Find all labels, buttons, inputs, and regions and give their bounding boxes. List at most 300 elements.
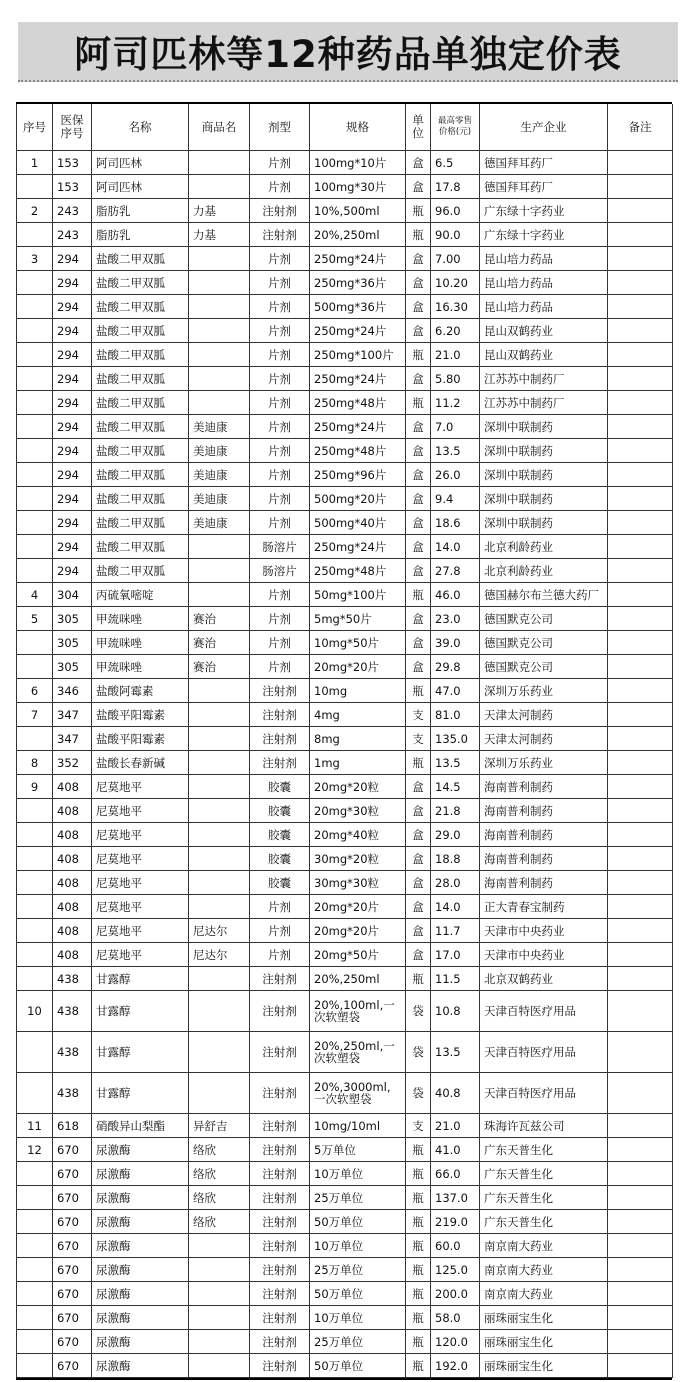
cell-brand: 异舒吉 <box>189 1114 250 1138</box>
cell-manufacturer: 深圳中联制药 <box>480 511 608 535</box>
cell-insurance-seq: 294 <box>53 319 92 343</box>
cell-note <box>608 775 673 799</box>
cell-insurance-seq: 408 <box>53 775 92 799</box>
cell-price: 60.0 <box>431 1234 480 1258</box>
cell-unit: 袋 <box>406 1032 431 1073</box>
cell-insurance-seq: 243 <box>53 223 92 247</box>
cell-manufacturer: 江苏苏中制药厂 <box>480 391 608 415</box>
table-row <box>17 415 673 439</box>
table-row <box>17 727 673 751</box>
cell-brand <box>189 1073 250 1114</box>
cell-manufacturer: 广东天普生化 <box>480 1210 608 1234</box>
cell-name: 盐酸二甲双胍 <box>92 559 189 583</box>
cell-seq <box>17 319 53 343</box>
cell-spec: 10万单位 <box>310 1234 406 1258</box>
cell-insurance-seq: 670 <box>53 1162 92 1186</box>
cell-dosage-form: 注射剂 <box>250 679 310 703</box>
cell-spec: 250mg*100片 <box>310 343 406 367</box>
cell-manufacturer: 昆山双鹤药业 <box>480 319 608 343</box>
cell-unit: 盒 <box>406 175 431 199</box>
cell-brand <box>189 1354 250 1378</box>
cell-price: 47.0 <box>431 679 480 703</box>
cell-unit: 盒 <box>406 895 431 919</box>
cell-insurance-seq: 438 <box>53 1073 92 1114</box>
cell-insurance-seq: 294 <box>53 463 92 487</box>
cell-dosage-form: 肠溶片 <box>250 559 310 583</box>
cell-seq <box>17 559 53 583</box>
cell-dosage-form: 片剂 <box>250 151 310 175</box>
cell-price: 135.0 <box>431 727 480 751</box>
cell-unit: 盒 <box>406 487 431 511</box>
cell-insurance-seq: 438 <box>53 991 92 1032</box>
cell-note <box>608 511 673 535</box>
cell-name: 盐酸二甲双胍 <box>92 343 189 367</box>
cell-insurance-seq: 294 <box>53 247 92 271</box>
cell-note <box>608 1210 673 1234</box>
cell-seq: 7 <box>17 703 53 727</box>
cell-manufacturer: 深圳中联制药 <box>480 439 608 463</box>
table-row <box>17 487 673 511</box>
cell-manufacturer: 海南普利制药 <box>480 799 608 823</box>
cell-dosage-form: 片剂 <box>250 631 310 655</box>
cell-brand <box>189 703 250 727</box>
cell-manufacturer: 德国默克公司 <box>480 631 608 655</box>
cell-price: 13.5 <box>431 439 480 463</box>
cell-price: 23.0 <box>431 607 480 631</box>
cell-name: 尿激酶 <box>92 1330 189 1354</box>
cell-name: 脂肪乳 <box>92 199 189 223</box>
table-row <box>17 223 673 247</box>
table-row <box>17 1162 673 1186</box>
cell-seq <box>17 223 53 247</box>
cell-unit: 瓶 <box>406 199 431 223</box>
table-row <box>17 703 673 727</box>
cell-insurance-seq: 670 <box>53 1210 92 1234</box>
cell-spec: 250mg*36片 <box>310 271 406 295</box>
cell-note <box>608 535 673 559</box>
table-row <box>17 247 673 271</box>
cell-brand <box>189 175 250 199</box>
cell-unit: 瓶 <box>406 223 431 247</box>
cell-note <box>608 1162 673 1186</box>
cell-insurance-seq: 304 <box>53 583 92 607</box>
table-row <box>17 823 673 847</box>
cell-price: 96.0 <box>431 199 480 223</box>
cell-dosage-form: 片剂 <box>250 343 310 367</box>
cell-manufacturer: 德国拜耳药厂 <box>480 151 608 175</box>
header-note: 备注 <box>608 104 673 151</box>
cell-name: 盐酸二甲双胍 <box>92 391 189 415</box>
cell-name: 硝酸异山梨酯 <box>92 1114 189 1138</box>
cell-name: 甲巯咪唑 <box>92 631 189 655</box>
cell-unit: 瓶 <box>406 967 431 991</box>
cell-spec: 25万单位 <box>310 1330 406 1354</box>
cell-manufacturer: 昆山培力药品 <box>480 247 608 271</box>
cell-spec: 30mg*20粒 <box>310 847 406 871</box>
cell-unit: 瓶 <box>406 391 431 415</box>
cell-price: 7.00 <box>431 247 480 271</box>
cell-brand <box>189 727 250 751</box>
cell-unit: 盒 <box>406 439 431 463</box>
cell-seq: 5 <box>17 607 53 631</box>
cell-note <box>608 1114 673 1138</box>
cell-insurance-seq: 305 <box>53 655 92 679</box>
cell-note <box>608 607 673 631</box>
cell-price: 29.8 <box>431 655 480 679</box>
cell-note <box>608 583 673 607</box>
cell-unit: 盒 <box>406 871 431 895</box>
cell-brand <box>189 271 250 295</box>
table-row <box>17 1234 673 1258</box>
cell-unit: 瓶 <box>406 1306 431 1330</box>
cell-unit: 盒 <box>406 631 431 655</box>
cell-seq <box>17 1210 53 1234</box>
cell-brand <box>189 991 250 1032</box>
cell-seq: 11 <box>17 1114 53 1138</box>
cell-price: 41.0 <box>431 1138 480 1162</box>
cell-price: 28.0 <box>431 871 480 895</box>
cell-price: 17.8 <box>431 175 480 199</box>
cell-spec: 25万单位 <box>310 1258 406 1282</box>
cell-note <box>608 1073 673 1114</box>
table-row <box>17 175 673 199</box>
cell-spec: 50mg*100片 <box>310 583 406 607</box>
cell-dosage-form: 片剂 <box>250 295 310 319</box>
cell-seq <box>17 463 53 487</box>
cell-manufacturer: 德国默克公司 <box>480 655 608 679</box>
table-row <box>17 463 673 487</box>
table-row <box>17 871 673 895</box>
cell-brand <box>189 1032 250 1073</box>
table-row <box>17 1306 673 1330</box>
table-row <box>17 751 673 775</box>
cell-dosage-form: 片剂 <box>250 607 310 631</box>
cell-spec: 20mg*30粒 <box>310 799 406 823</box>
cell-spec: 20%,100ml,一次软塑袋 <box>310 991 406 1032</box>
cell-unit: 盒 <box>406 247 431 271</box>
cell-name: 尼莫地平 <box>92 847 189 871</box>
cell-unit: 瓶 <box>406 1138 431 1162</box>
cell-insurance-seq: 243 <box>53 199 92 223</box>
cell-manufacturer: 广东天普生化 <box>480 1162 608 1186</box>
cell-name: 丙硫氧嘧啶 <box>92 583 189 607</box>
cell-price: 21.8 <box>431 799 480 823</box>
cell-dosage-form: 注射剂 <box>250 1354 310 1378</box>
cell-unit: 盒 <box>406 463 431 487</box>
cell-note <box>608 559 673 583</box>
cell-unit: 袋 <box>406 1073 431 1114</box>
cell-insurance-seq: 408 <box>53 871 92 895</box>
cell-insurance-seq: 408 <box>53 895 92 919</box>
table-row <box>17 271 673 295</box>
cell-note <box>608 1032 673 1073</box>
cell-manufacturer: 天津百特医疗用品 <box>480 991 608 1032</box>
header-spec: 规格 <box>310 104 406 151</box>
table-row <box>17 511 673 535</box>
cell-note <box>608 319 673 343</box>
cell-brand <box>189 895 250 919</box>
table-row <box>17 1073 673 1114</box>
cell-brand: 赛治 <box>189 631 250 655</box>
cell-note <box>608 727 673 751</box>
cell-insurance-seq: 347 <box>53 727 92 751</box>
cell-name: 尿激酶 <box>92 1282 189 1306</box>
cell-unit: 支 <box>406 703 431 727</box>
cell-name: 尼莫地平 <box>92 895 189 919</box>
cell-manufacturer: 南京南大药业 <box>480 1258 608 1282</box>
table-row <box>17 1282 673 1306</box>
cell-unit: 支 <box>406 727 431 751</box>
cell-manufacturer: 天津太河制药 <box>480 703 608 727</box>
cell-note <box>608 271 673 295</box>
price-table-wrapper <box>16 102 672 1380</box>
cell-insurance-seq: 408 <box>53 919 92 943</box>
cell-note <box>608 175 673 199</box>
table-row <box>17 1330 673 1354</box>
cell-manufacturer: 正大青春宝制药 <box>480 895 608 919</box>
cell-note <box>608 295 673 319</box>
cell-spec: 250mg*24片 <box>310 247 406 271</box>
cell-note <box>608 1234 673 1258</box>
cell-insurance-seq: 153 <box>53 175 92 199</box>
cell-seq <box>17 343 53 367</box>
cell-spec: 5mg*50片 <box>310 607 406 631</box>
cell-brand <box>189 679 250 703</box>
cell-price: 5.80 <box>431 367 480 391</box>
cell-seq <box>17 367 53 391</box>
cell-seq <box>17 1186 53 1210</box>
cell-brand <box>189 1282 250 1306</box>
cell-brand <box>189 535 250 559</box>
cell-name: 尿激酶 <box>92 1162 189 1186</box>
cell-seq <box>17 895 53 919</box>
cell-dosage-form: 注射剂 <box>250 1073 310 1114</box>
cell-seq <box>17 631 53 655</box>
cell-price: 125.0 <box>431 1258 480 1282</box>
cell-manufacturer: 天津太河制药 <box>480 727 608 751</box>
header-dosage-form: 剂型 <box>250 104 310 151</box>
cell-dosage-form: 片剂 <box>250 583 310 607</box>
table-row <box>17 1354 673 1378</box>
cell-spec: 100mg*30片 <box>310 175 406 199</box>
cell-dosage-form: 注射剂 <box>250 967 310 991</box>
cell-manufacturer: 北京利龄药业 <box>480 535 608 559</box>
cell-note <box>608 991 673 1032</box>
cell-name: 盐酸二甲双胍 <box>92 247 189 271</box>
cell-seq <box>17 847 53 871</box>
page-title: 阿司匹林等12种药品单独定价表 <box>74 33 622 76</box>
cell-spec: 100mg*10片 <box>310 151 406 175</box>
cell-insurance-seq: 294 <box>53 391 92 415</box>
cell-name: 阿司匹林 <box>92 151 189 175</box>
cell-manufacturer: 德国拜耳药厂 <box>480 175 608 199</box>
cell-seq <box>17 871 53 895</box>
cell-insurance-seq: 294 <box>53 343 92 367</box>
cell-price: 13.5 <box>431 1032 480 1073</box>
cell-unit: 盒 <box>406 559 431 583</box>
cell-brand <box>189 847 250 871</box>
cell-price: 11.5 <box>431 967 480 991</box>
cell-manufacturer: 深圳中联制药 <box>480 487 608 511</box>
cell-dosage-form: 片剂 <box>250 175 310 199</box>
cell-seq <box>17 727 53 751</box>
cell-dosage-form: 胶囊 <box>250 799 310 823</box>
cell-price: 40.8 <box>431 1073 480 1114</box>
cell-brand <box>189 319 250 343</box>
cell-dosage-form: 注射剂 <box>250 703 310 727</box>
cell-note <box>608 679 673 703</box>
cell-unit: 瓶 <box>406 583 431 607</box>
cell-seq: 12 <box>17 1138 53 1162</box>
table-row <box>17 1258 673 1282</box>
cell-dosage-form: 片剂 <box>250 415 310 439</box>
cell-seq <box>17 823 53 847</box>
cell-brand: 尼达尔 <box>189 943 250 967</box>
cell-brand <box>189 343 250 367</box>
cell-seq <box>17 1162 53 1186</box>
cell-note <box>608 391 673 415</box>
cell-spec: 20mg*40粒 <box>310 823 406 847</box>
cell-spec: 20mg*20片 <box>310 655 406 679</box>
cell-note <box>608 919 673 943</box>
cell-note <box>608 799 673 823</box>
cell-unit: 支 <box>406 1114 431 1138</box>
cell-note <box>608 1282 673 1306</box>
cell-name: 尼莫地平 <box>92 799 189 823</box>
cell-price: 17.0 <box>431 943 480 967</box>
table-header-row <box>17 104 673 151</box>
cell-manufacturer: 深圳万乐药业 <box>480 679 608 703</box>
cell-seq: 6 <box>17 679 53 703</box>
cell-name: 盐酸二甲双胍 <box>92 295 189 319</box>
cell-unit: 盒 <box>406 319 431 343</box>
cell-brand: 美迪康 <box>189 463 250 487</box>
cell-name: 甲巯咪唑 <box>92 655 189 679</box>
cell-spec: 4mg <box>310 703 406 727</box>
cell-note <box>608 1138 673 1162</box>
cell-dosage-form: 片剂 <box>250 439 310 463</box>
cell-seq <box>17 1258 53 1282</box>
cell-name: 甘露醇 <box>92 991 189 1032</box>
cell-brand <box>189 1330 250 1354</box>
cell-name: 甘露醇 <box>92 1073 189 1114</box>
price-table <box>16 104 673 1378</box>
cell-dosage-form: 片剂 <box>250 919 310 943</box>
cell-manufacturer: 深圳万乐药业 <box>480 751 608 775</box>
cell-name: 尿激酶 <box>92 1354 189 1378</box>
table-row <box>17 1032 673 1073</box>
cell-note <box>608 751 673 775</box>
cell-brand <box>189 367 250 391</box>
cell-note <box>608 463 673 487</box>
cell-name: 盐酸长春新碱 <box>92 751 189 775</box>
cell-price: 27.8 <box>431 559 480 583</box>
cell-dosage-form: 注射剂 <box>250 751 310 775</box>
cell-dosage-form: 注射剂 <box>250 1306 310 1330</box>
cell-dosage-form: 片剂 <box>250 487 310 511</box>
cell-price: 11.2 <box>431 391 480 415</box>
cell-spec: 250mg*24片 <box>310 415 406 439</box>
table-row <box>17 295 673 319</box>
cell-price: 21.0 <box>431 1114 480 1138</box>
cell-spec: 250mg*48片 <box>310 391 406 415</box>
cell-note <box>608 1354 673 1378</box>
cell-seq <box>17 943 53 967</box>
cell-seq <box>17 487 53 511</box>
cell-name: 尼莫地平 <box>92 823 189 847</box>
table-row <box>17 367 673 391</box>
cell-price: 46.0 <box>431 583 480 607</box>
cell-insurance-seq: 294 <box>53 487 92 511</box>
cell-dosage-form: 片剂 <box>250 247 310 271</box>
cell-dosage-form: 胶囊 <box>250 823 310 847</box>
table-row <box>17 343 673 367</box>
table-row <box>17 1138 673 1162</box>
cell-manufacturer: 广东天普生化 <box>480 1186 608 1210</box>
cell-manufacturer: 德国赫尔布兰德大药厂 <box>480 583 608 607</box>
cell-manufacturer: 海南普利制药 <box>480 775 608 799</box>
cell-brand: 美迪康 <box>189 511 250 535</box>
cell-brand: 美迪康 <box>189 487 250 511</box>
table-row <box>17 607 673 631</box>
cell-note <box>608 1186 673 1210</box>
cell-seq: 3 <box>17 247 53 271</box>
cell-manufacturer: 天津市中央药业 <box>480 919 608 943</box>
cell-unit: 盒 <box>406 535 431 559</box>
cell-insurance-seq: 294 <box>53 367 92 391</box>
cell-dosage-form: 片剂 <box>250 943 310 967</box>
cell-seq <box>17 1306 53 1330</box>
cell-brand: 络欣 <box>189 1186 250 1210</box>
cell-spec: 250mg*48片 <box>310 439 406 463</box>
cell-manufacturer: 昆山培力药品 <box>480 295 608 319</box>
cell-dosage-form: 胶囊 <box>250 871 310 895</box>
cell-unit: 盒 <box>406 415 431 439</box>
cell-brand <box>189 751 250 775</box>
cell-price: 6.5 <box>431 151 480 175</box>
cell-name: 阿司匹林 <box>92 175 189 199</box>
cell-unit: 瓶 <box>406 1210 431 1234</box>
cell-seq <box>17 967 53 991</box>
cell-seq: 4 <box>17 583 53 607</box>
cell-unit: 盒 <box>406 919 431 943</box>
cell-insurance-seq: 347 <box>53 703 92 727</box>
cell-insurance-seq: 294 <box>53 511 92 535</box>
cell-spec: 20%,250ml <box>310 223 406 247</box>
cell-price: 219.0 <box>431 1210 480 1234</box>
cell-unit: 瓶 <box>406 343 431 367</box>
cell-price: 10.20 <box>431 271 480 295</box>
cell-manufacturer: 北京利龄药业 <box>480 559 608 583</box>
cell-dosage-form: 注射剂 <box>250 1186 310 1210</box>
cell-name: 尿激酶 <box>92 1138 189 1162</box>
cell-brand <box>189 295 250 319</box>
cell-spec: 50万单位 <box>310 1282 406 1306</box>
cell-manufacturer: 海南普利制药 <box>480 823 608 847</box>
cell-note <box>608 967 673 991</box>
cell-manufacturer: 深圳中联制药 <box>480 415 608 439</box>
cell-manufacturer: 广东天普生化 <box>480 1138 608 1162</box>
cell-spec: 10mg <box>310 679 406 703</box>
cell-seq <box>17 799 53 823</box>
cell-insurance-seq: 294 <box>53 439 92 463</box>
header-seq: 序号 <box>17 104 53 151</box>
cell-seq <box>17 1073 53 1114</box>
cell-manufacturer: 广东绿十字药业 <box>480 199 608 223</box>
cell-name: 甘露醇 <box>92 967 189 991</box>
cell-spec: 25万单位 <box>310 1186 406 1210</box>
cell-brand <box>189 823 250 847</box>
